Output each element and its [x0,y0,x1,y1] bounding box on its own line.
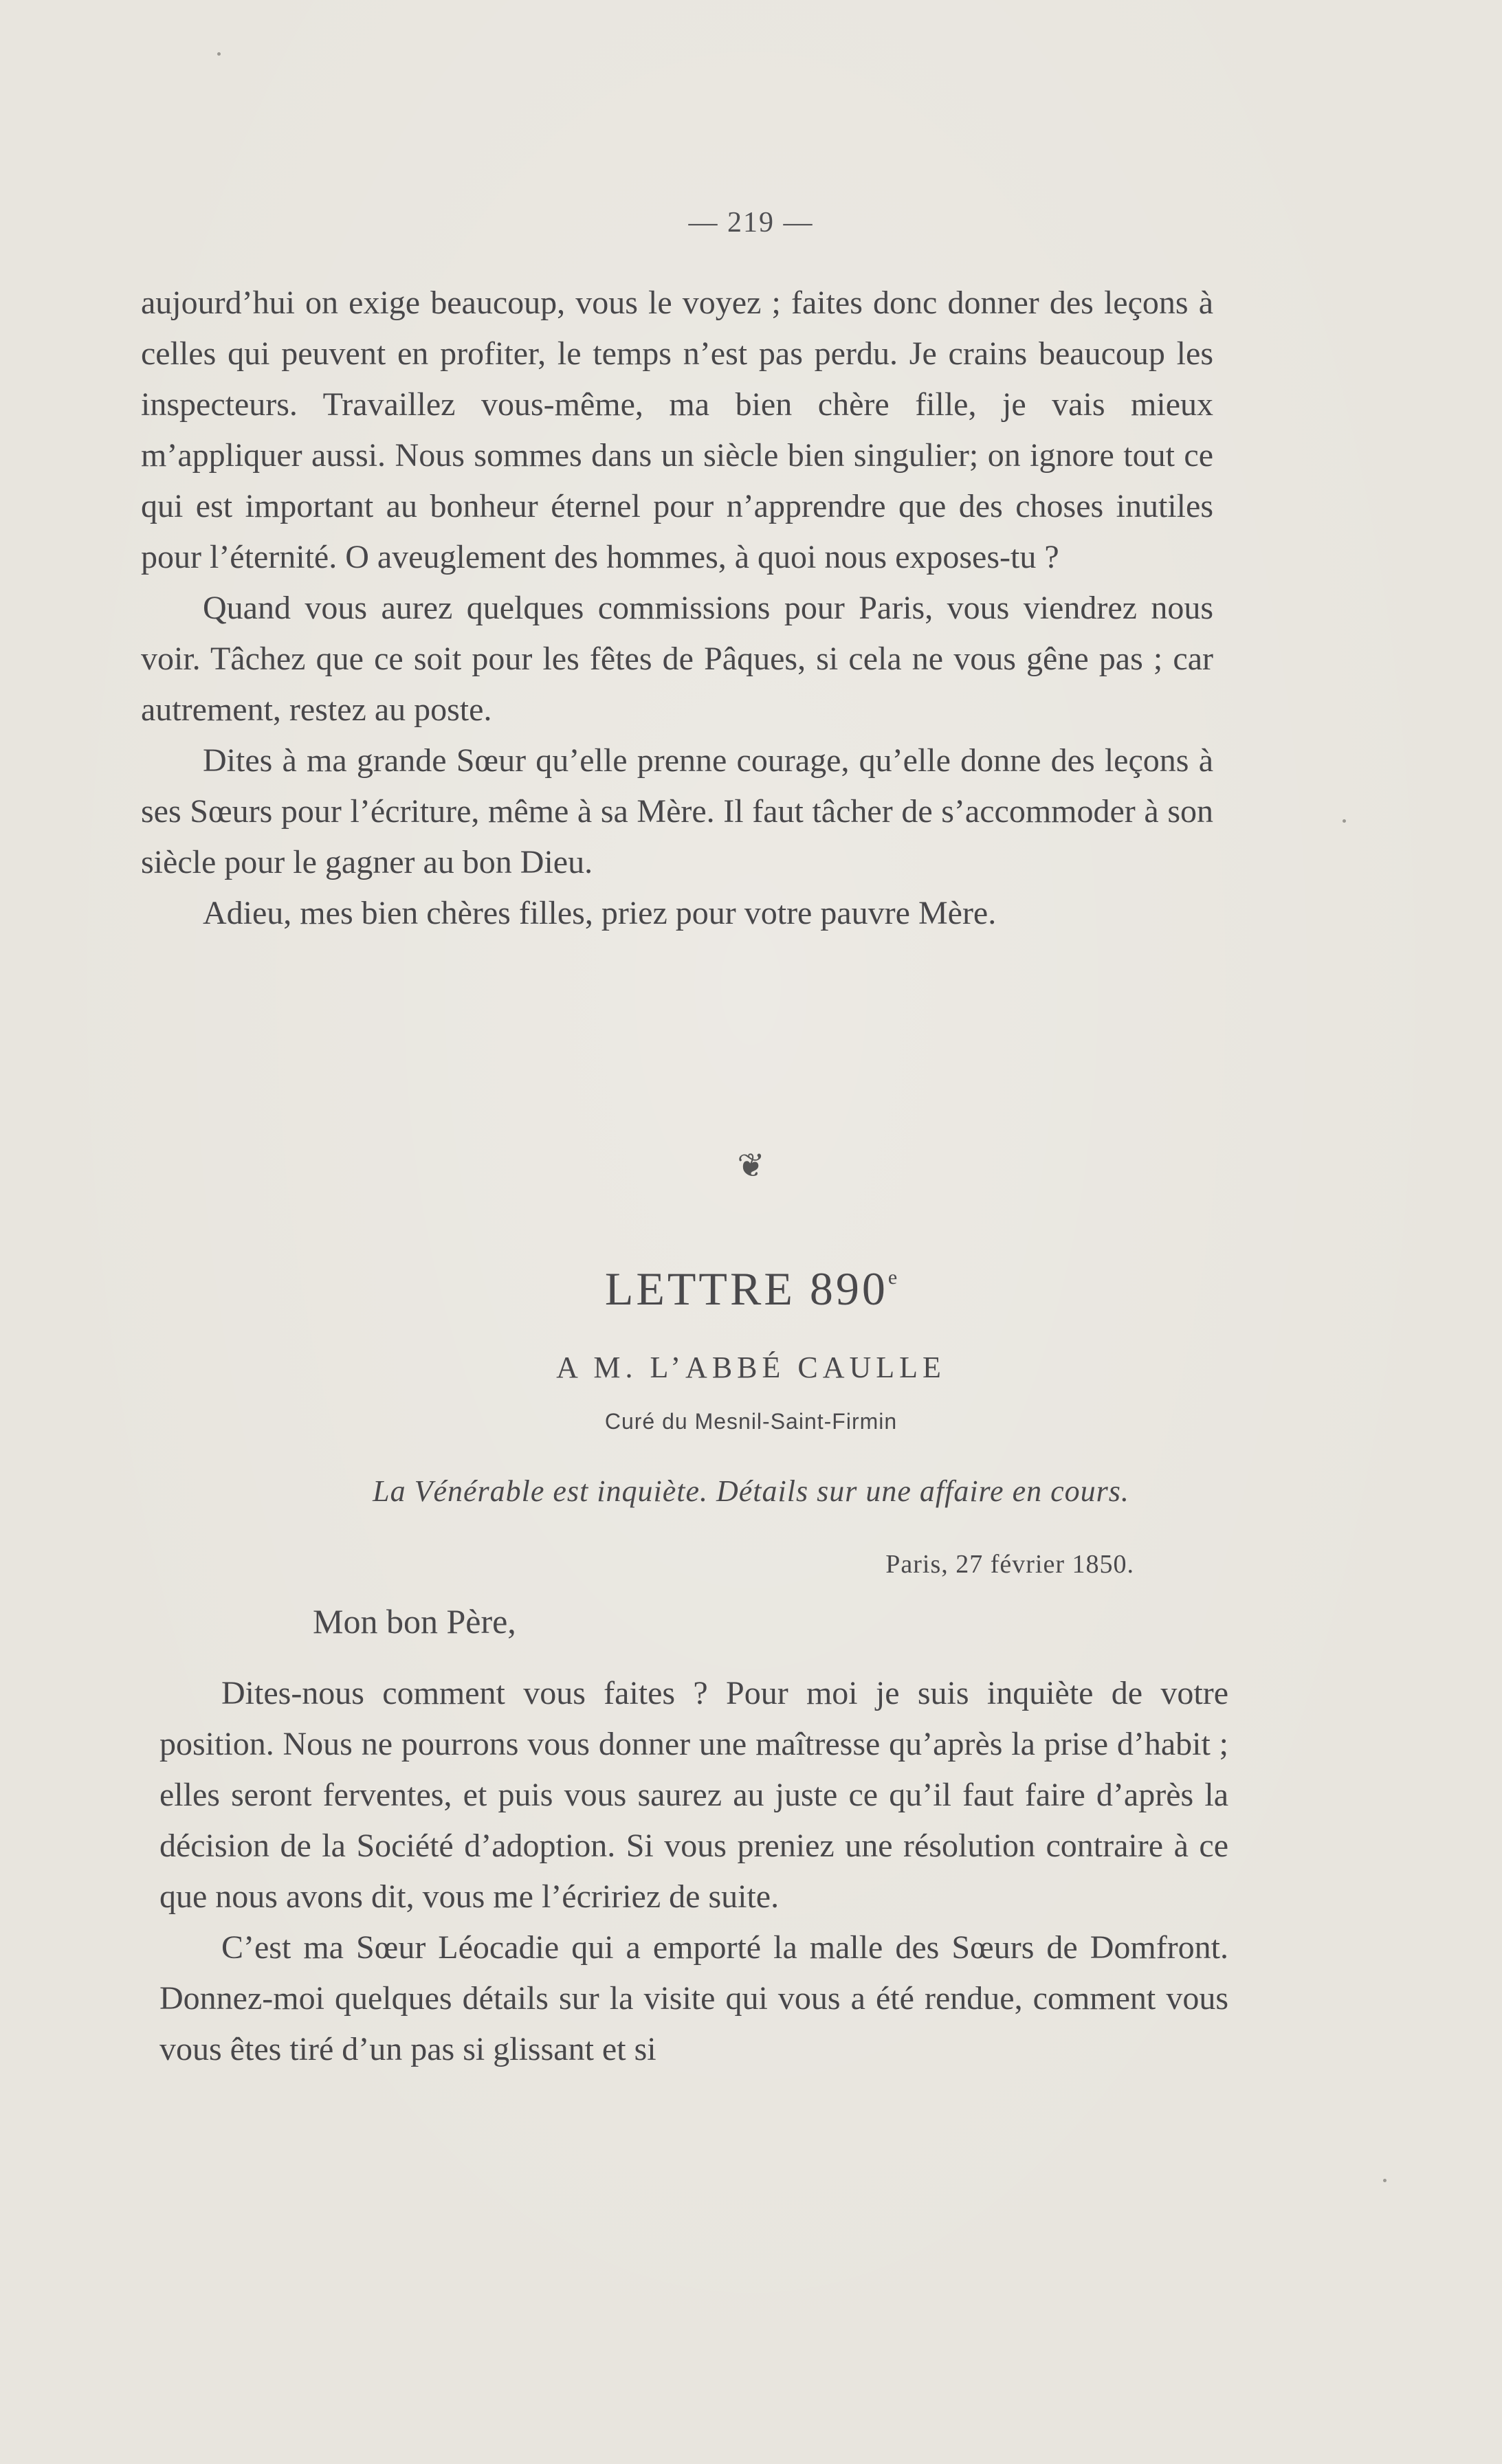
paper-speck [217,52,221,56]
paragraph: aujourd’hui on exige beaucoup, vous le voyez ; faites donc donner des leçons à celles qui peuvent en profiter, le temps n’est pas perdu. Je crains beaucoup les inspecteurs. Travaillez vous-même, ma bien chère fille, je vais mieux m’appliquer aussi. Nous sommes dans un siècle bien singulier; on ignore tout ce qui est important au bonheur éternel pour n’apprendre que des choses inutiles pour l’éternité. O aveuglement des hommes, à quoi nous exposes-tu ? [141,285,1213,575]
fleuron-ornament: ❦ [737,1148,765,1184]
paragraph: Dites-nous comment vous faites ? Pour moi je suis inquiète de votre position. Nous ne pourrons vous donner une maîtresse qu’après la prise d’habit ; elles seront ferventes, et puis vous saurez au juste ce qu’il faut faire d’après la décision de la Société d’adoption. Si vous preniez une résolution contraire à ce que nous avons dit, vous me l’écririez de suite. [159,1675,1228,1915]
recipient-line: A M. L’ABBÉ CAULLE [556,1351,946,1384]
paragraph: Dites à ma grande Sœur qu’elle prenne courage, qu’elle donne des leçons à ses Sœurs pour l’écriture, même à sa Mère. Il faut tâcher de s’accommoder à son siècle pour le gagner au bon Dieu. [141,742,1213,880]
paragraph: C’est ma Sœur Léocadie qui a emporté la malle des Sœurs de Domfront. Donnez-moi quelques détails sur la visite qui vous a été rendue, comment vous vous êtes tiré d’un pas si glissant et si [159,1929,1228,2067]
letter-continuation-text [141,278,1213,939]
paragraph: Quand vous aurez quelques commissions pour Paris, vous viendrez nous voir. Tâchez que ce soit pour les fêtes de Pâques, si cela ne vous gêne pas ; car autrement, restez au poste. [141,590,1213,728]
letter-heading-text: LETTRE 890 [604,1263,888,1315]
letter-summary: La Vénérable est inquiète. Détails sur une affaire en cours. [373,1474,1129,1508]
letter-heading-superscript: e [887,1266,898,1289]
dateline: Paris, 27 février 1850. [885,1550,1134,1579]
paper-speck [1383,2179,1387,2182]
page-number: — 219 — [688,207,814,238]
letter-heading [0,1262,1502,1316]
recipient-title: Curé du Mesnil-Saint-Firmin [604,1409,898,1434]
salutation: Mon bon Père, [313,1602,516,1641]
paper-speck [1343,819,1346,823]
letter-body-text [159,1668,1228,2075]
paragraph: Adieu, mes bien chères filles, priez pour votre pauvre Mère. [203,895,997,931]
